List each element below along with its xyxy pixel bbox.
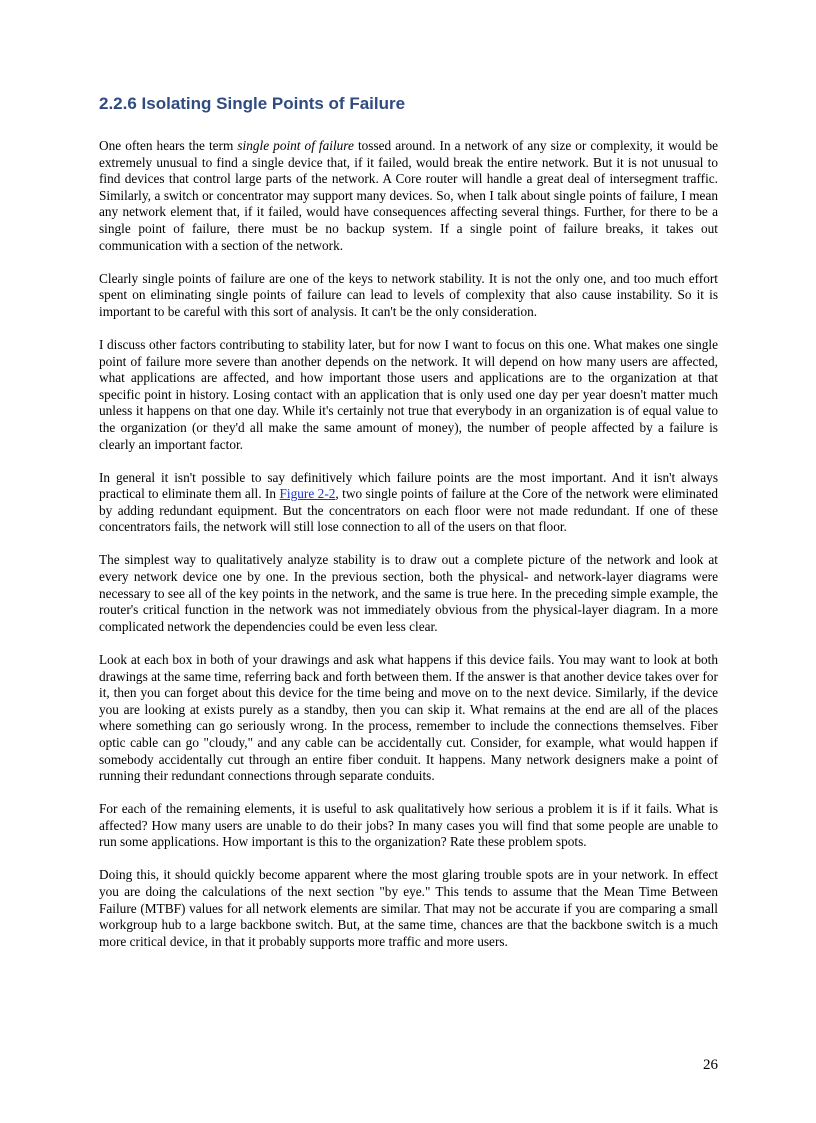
paragraph-5: The simplest way to qualitatively analyze stability is to draw out a complete picture of the network and look at every network device one by one. In the previous section, both the physical- and network-layer diagrams were necessary to see all of the key points in the network, and the same is true here. In the preceding simple example, the router's critical function in the network was not immediately obvious from the physical-layer diagram. In a more complicated network the dependencies could be even less clear. [99, 552, 718, 634]
paragraph-4-text-end: , two single points of failure at the Core of the network were eliminated by adding redundant equipment. But the concentrators on each floor were not made redundant. If one of these concentrators fails, the network will still lose connection to all of the users on that floor. [99, 486, 718, 535]
page-number: 26 [703, 1057, 718, 1073]
paragraph-4 [99, 470, 718, 536]
paragraph-1-text-end: tossed around. In a network of any size or complexity, it would be extremely unusual to find a single device that, if it failed, would break the entire network. But it is not unusual to find devices that control large parts of the network. A Core router will handle a great deal of intersegment traffic. Similarly, a switch or concentrator may support many devices. So, when I talk about single points of failure, I mean any network element that, if it failed, would have consequences affecting several things. Further, for there to be a single point of failure, there must be no backup system. If a single point of failure breaks, it takes out communication with a section of the network. [99, 138, 719, 253]
paragraph-1 [99, 138, 718, 254]
paragraph-8: Doing this, it should quickly become apparent where the most glaring trouble spots are in your network. In effect you are doing the calculations of the next section "by eye." This tends to assume that the Mean Time Between Failure (MTBF) values for all network elements are similar. That may not be accurate if you are comparing a small workgroup hub to a large backbone switch. But, at the same time, chances are that the backbone switch is a much more critical device, in that it probably supports more traffic and more users. [99, 867, 718, 949]
figure-link[interactable]: Figure 2-2 [279, 486, 336, 502]
paragraph-3: I discuss other factors contributing to stability later, but for now I want to focus on this one. What makes one single point of failure more severe than another depends on the network. It will depend on how many users are affected, what applications are affected, and how important those users and applications are to the organization at that specific point in history. Losing contact with an application that is only used one day per year doesn't matter much unless it happens on that one day. While it's certainly not true that everybody in an organization is of equal value to the organization (or they'd all make the same amount of money), the number of people affected by a failure is clearly an important factor. [99, 336, 718, 452]
emphasis-term: single point of failure [237, 138, 354, 153]
paragraph-2: Clearly single points of failure are one of the keys to network stability. It is not the only one, and too much effort spent on eliminating single points of failure can lead to levels of complexity that also cause instability. So it is important to be careful with this sort of analysis. It can't be the only consideration. [99, 270, 718, 319]
section-heading: 2.2.6 Isolating Single Points of Failure [99, 94, 406, 113]
document-page [99, 92, 718, 967]
paragraph-7: For each of the remaining elements, it is useful to ask qualitatively how serious a problem it is if it fails. What is affected? How many users are unable to do their jobs? In many cases you will find that some people are unable to run some applications. How important is this to the organization? Rate these problem spots. [99, 801, 718, 850]
paragraph-6: Look at each box in both of your drawings and ask what happens if this device fails. You may want to look at both drawings at the same time, referring back and forth between them. If the answer is that another device takes over for it, then you can forget about this device for the time being and move on to the next device. Similarly, if the device you are looking at exists purely as a standby, then you can skip it. What remains at the end are all of the places where something can go seriously wrong. In the process, remember to include the connections themselves. Fiber optic cable can go "cloudy," and any cable can be accidentally cut. Consider, for example, what would happen if somebody accidentally cut through an entire fiber conduit. It happens. Many network designers make a point of running their redundant connections through separate conduits. [99, 651, 718, 784]
paragraph-1-text-start: One often hears the term [99, 138, 238, 153]
paragraph-4-text-start: In general it isn't possible to say definitively which failure points are the most important. And it isn't always practical to eliminate them all. In [99, 469, 718, 502]
